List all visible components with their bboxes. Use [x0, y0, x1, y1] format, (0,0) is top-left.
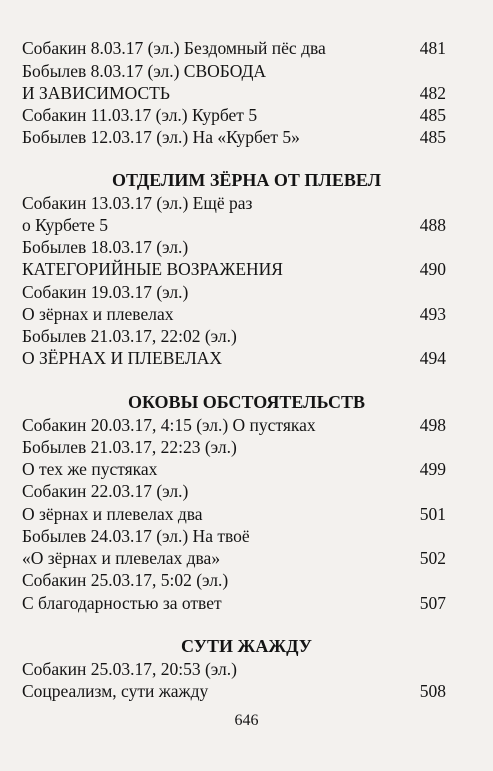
entry-text: О тех же пустяках	[22, 459, 158, 479]
section-heading: ОТДЕЛИМ ЗЁРНА ОТ ПЛЕВЕЛ	[111, 170, 382, 190]
entry-page: 493	[419, 304, 446, 324]
entry-text: И ЗАВИСИМОСТЬ	[22, 83, 170, 103]
entry-text: Собакин 25.03.17, 5:02 (эл.)	[22, 570, 229, 590]
entry-text: Бобылев 18.03.17 (эл.)	[22, 237, 189, 257]
entry-text: О ЗЁРНАХ И ПЛЕВЕЛАХ	[22, 348, 222, 368]
entry-text: С благодарностью за ответ	[22, 593, 222, 613]
entry-text: о Курбете 5	[22, 215, 108, 235]
entry-page: 482	[419, 83, 446, 103]
entry-text: «О зёрнах и плевелах два»	[22, 548, 221, 568]
entry-page: 501	[419, 504, 446, 524]
entry-page: 494	[419, 348, 446, 368]
entry-text: Собакин 11.03.17 (эл.) Курбет 5	[22, 105, 258, 125]
entry-text: Бобылев 8.03.17 (эл.) СВОБОДА	[22, 61, 267, 81]
section-heading: СУТИ ЖАЖДУ	[181, 636, 312, 656]
entry-text: О зёрнах и плевелах два	[22, 504, 203, 524]
entry-text: Бобылев 12.03.17 (эл.) На «Курбет 5»	[22, 127, 300, 147]
entry-text: Бобылев 21.03.17, 22:23 (эл.)	[22, 437, 237, 457]
entry-page: 499	[419, 459, 446, 479]
entry-text: Собакин 19.03.17 (эл.)	[22, 282, 189, 302]
entry-text: Соцреализм, сути жажду	[22, 681, 209, 701]
entry-page: 485	[419, 127, 446, 147]
entry-page: 485	[419, 105, 446, 125]
entry-page: 498	[419, 415, 446, 435]
page-number: 646	[234, 712, 259, 729]
entry-text: Собакин 20.03.17, 4:15 (эл.) О пустяках	[22, 415, 316, 435]
section-heading: ОКОВЫ ОБСТОЯТЕЛЬСТВ	[127, 392, 366, 412]
entry-text: КАТЕГОРИЙНЫЕ ВОЗРАЖЕНИЯ	[22, 259, 283, 279]
entry-text: Собакин 22.03.17 (эл.)	[22, 481, 189, 501]
entry-text: Бобылев 21.03.17, 22:02 (эл.)	[22, 326, 237, 346]
entry-page: 502	[419, 548, 446, 568]
entry-text: Бобылев 24.03.17 (эл.) На твоё	[22, 526, 250, 546]
entry-page: 481	[419, 38, 446, 58]
entry-text: Собакин 8.03.17 (эл.) Бездомный пёс два	[22, 38, 326, 58]
entry-page: 488	[419, 215, 446, 235]
entry-page: 507	[419, 593, 446, 613]
entry-text: Собакин 13.03.17 (эл.) Ещё раз	[22, 193, 253, 213]
entry-page: 490	[419, 259, 446, 279]
entry-page: 508	[419, 681, 446, 701]
entry-text: Собакин 25.03.17, 20:53 (эл.)	[22, 659, 237, 679]
entry-text: О зёрнах и плевелах	[22, 304, 174, 324]
